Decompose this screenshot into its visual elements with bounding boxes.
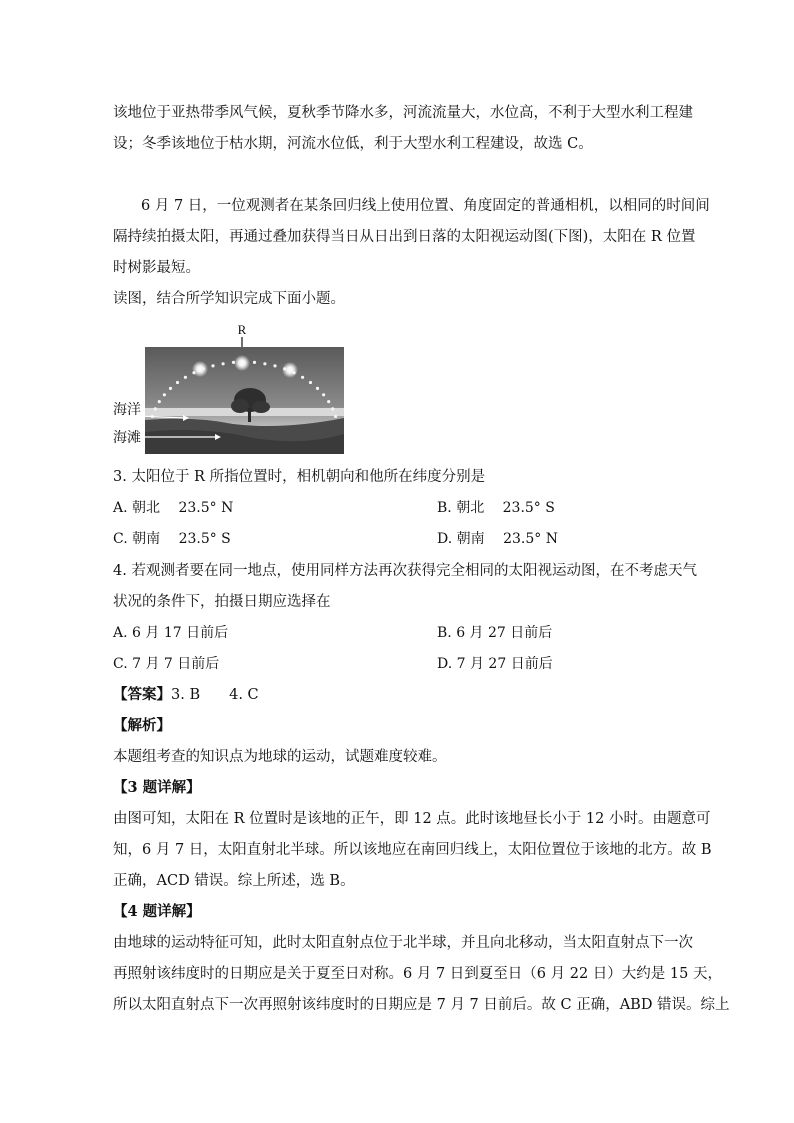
sun-path-photo [113, 320, 353, 455]
sun-path-dot [222, 362, 225, 365]
q3-option-a: A. 朝北 23.5° N [113, 500, 234, 516]
sun-path-dot [169, 387, 172, 390]
sun-path-dot [154, 407, 157, 410]
sun-path-dot [301, 376, 304, 379]
detail-3-line: 由图可知，太阳在 R 位置时是该地的正午，即 12 点。此时该地昼长小于 12 小时。由题意可 [113, 811, 711, 827]
q4-option-d: D. 7 月 27 日前后 [437, 656, 553, 672]
sun-path-dot [158, 400, 161, 403]
analysis-text: 本题组考查的知识点为地球的运动，试题难度较难。 [113, 749, 447, 765]
sun-path-dot [263, 362, 266, 365]
detail-3-line: 知，6 月 7 日，太阳直射北半球。所以该地应在南回归线上，太阳位置位于该地的北方。故 B [113, 842, 712, 858]
sun-path-dot [211, 364, 214, 367]
detail-4-line: 由地球的运动特征可知，此时太阳直射点位于北半球，并且向北移动，当太阳直射点下一次 [113, 935, 693, 951]
sun-path-dot [331, 407, 334, 410]
q4-option-c: C. 7 月 7 日前后 [113, 656, 220, 672]
answer-label: 【答案】 [113, 686, 171, 703]
sun-path-dot [327, 400, 330, 403]
paragraph-line: 读图，结合所学知识完成下面小题。 [113, 291, 345, 307]
q3-option-c: C. 朝南 23.5° S [113, 531, 231, 547]
detail-3-line: 正确，ACD 错误。综上所述，选 B。 [113, 873, 355, 889]
sun-path-dot [273, 364, 276, 367]
q3-option-d: D. 朝南 23.5° N [437, 531, 558, 547]
sun-noon [234, 355, 250, 371]
sun-path-dot [163, 393, 166, 396]
detail-4-line: 再照射该纬度时的日期应是关于夏至日对称。6 月 7 日到夏至日（6 月 22 日）大约是 15 天， [113, 966, 722, 982]
detail-4-line: 所以太阳直射点下一次再照射该纬度时的日期应是 7 月 7 日前后。故 C 正确，ABD 错误。综上 [113, 997, 730, 1013]
question-4-stem: 4. 若观测者要在同一地点，使用同样方法再次获得完全相同的太阳视运动图，在不考虑天气 [113, 563, 697, 579]
question-4-stem: 状况的条件下，拍摄日期应选择在 [113, 594, 331, 610]
paragraph-line: 该地位于亚热带季风气候，夏秋季节降水多，河流流量大，水位高，不利于大型水利工程建 [113, 105, 693, 121]
sun-path-dot [316, 387, 319, 390]
sun-path-dot [334, 415, 337, 418]
sun-path-dot [184, 376, 187, 379]
label-ocean: 海洋 [113, 402, 141, 418]
sun-left [192, 361, 208, 377]
label-r: R [237, 322, 247, 337]
paragraph-line: 6 月 7 日，一位观测者在某条回归线上使用位置、角度固定的普通相机，以相同的时间间 [141, 198, 710, 214]
paragraph-line: 设；冬季该地位于枯水期，河流水位低，利于大型水利工程建设，故选 C。 [113, 136, 593, 152]
q4-option-b: B. 6 月 27 日前后 [437, 625, 553, 641]
question-3-stem: 3. 太阳位于 R 所指位置时，相机朝向和他所在纬度分别是 [113, 469, 486, 485]
paragraph-line: 时树影最短。 [113, 260, 200, 276]
analysis-label: 【解析】 [113, 717, 171, 734]
detail-4-label: 【4 题详解】 [113, 903, 201, 920]
sun-right [282, 362, 298, 378]
sun-path-dot [309, 381, 312, 384]
q4-option-a: A. 6 月 17 日前后 [113, 625, 229, 641]
sun-path-figure [113, 320, 353, 455]
answer-line [113, 685, 259, 705]
sun-path-dot [253, 361, 256, 364]
answer-value: 3. B 4. C [171, 687, 259, 703]
sun-path-dot [176, 381, 179, 384]
q3-option-b: B. 朝北 23.5° S [437, 500, 555, 516]
label-beach: 海滩 [113, 430, 141, 446]
sun-path-dot [322, 393, 325, 396]
detail-3-label: 【3 题详解】 [113, 779, 201, 796]
paragraph-line: 隔持续拍摄太阳，再通过叠加获得当日从日出到日落的太阳视运动图(下图)，太阳在 R 位置 [113, 229, 696, 245]
